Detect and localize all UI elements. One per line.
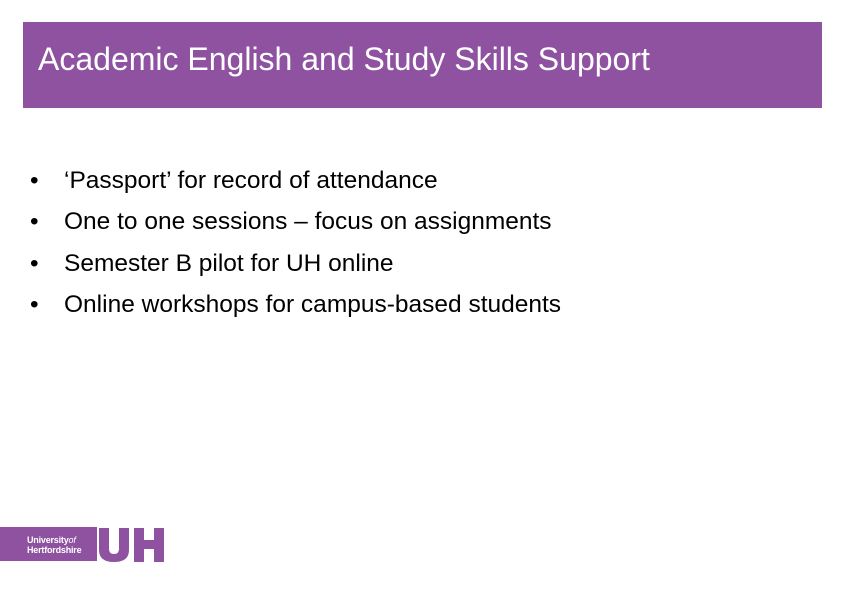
logo-plate xyxy=(0,527,97,561)
bullet-text: ‘Passport’ for record of attendance xyxy=(64,167,438,194)
bullet-icon: • xyxy=(30,167,39,194)
bullet-icon: • xyxy=(30,290,39,318)
logo-word-hertfordshire: Hertfordshire xyxy=(27,545,82,555)
logo-word-university: University xyxy=(27,535,69,545)
university-logo xyxy=(0,523,170,565)
bullet-text: One to one sessions – focus on assignments xyxy=(64,208,552,236)
logo-word-of: of xyxy=(68,535,76,545)
bullet-icon: • xyxy=(30,249,39,277)
bullet-text: Semester B pilot for UH online xyxy=(64,249,394,277)
bullet-icon: • xyxy=(30,208,39,236)
uh-logo-mark-icon xyxy=(97,523,167,565)
title-bar xyxy=(23,22,822,108)
logo-wordmark xyxy=(27,535,81,555)
bullet-text: Online workshops for campus-based students xyxy=(64,290,562,318)
slide-title: Academic English and Study Skills Support xyxy=(38,41,650,77)
